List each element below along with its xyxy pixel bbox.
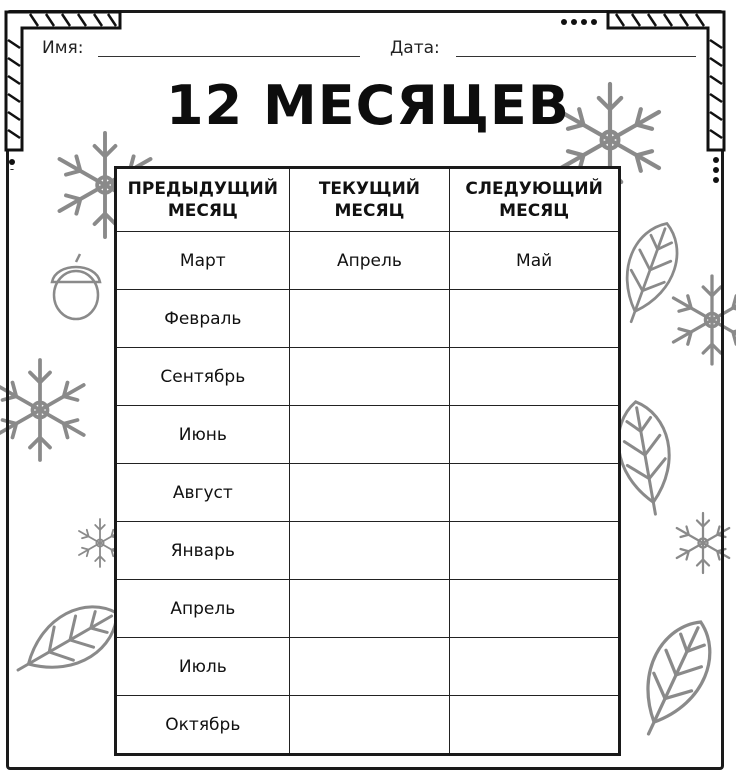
previous-month-cell: Февраль bbox=[116, 290, 290, 348]
current-month-answer-cell[interactable] bbox=[289, 522, 450, 580]
previous-month-cell: Июнь bbox=[116, 406, 290, 464]
previous-month-cell: Сентябрь bbox=[116, 348, 290, 406]
current-month-answer-cell[interactable] bbox=[289, 580, 450, 638]
table-row bbox=[116, 696, 620, 755]
current-month-answer-cell[interactable] bbox=[289, 348, 450, 406]
next-month-cell: Май bbox=[450, 232, 620, 290]
current-month-answer-cell[interactable] bbox=[289, 406, 450, 464]
next-month-answer-cell[interactable] bbox=[450, 580, 620, 638]
next-month-answer-cell[interactable] bbox=[450, 348, 620, 406]
previous-month-cell: Июль bbox=[116, 638, 290, 696]
next-month-answer-cell[interactable] bbox=[450, 290, 620, 348]
table-row bbox=[116, 406, 620, 464]
months-table bbox=[114, 166, 621, 756]
previous-month-cell: Март bbox=[116, 232, 290, 290]
column-header-line: МЕСЯЦ bbox=[335, 201, 405, 221]
name-input-line[interactable] bbox=[98, 56, 360, 57]
next-month-answer-cell[interactable] bbox=[450, 638, 620, 696]
next-month-answer-cell[interactable] bbox=[450, 464, 620, 522]
next-month-answer-cell[interactable] bbox=[450, 696, 620, 755]
current-month-cell: Апрель bbox=[289, 232, 450, 290]
column-header bbox=[450, 168, 620, 232]
date-input-line[interactable] bbox=[456, 56, 696, 57]
table-row bbox=[116, 580, 620, 638]
column-header-line: ПРЕДЫДУЩИЙ bbox=[128, 179, 278, 199]
previous-month-cell: Август bbox=[116, 464, 290, 522]
previous-month-cell: Апрель bbox=[116, 580, 290, 638]
table-row bbox=[116, 638, 620, 696]
table-row bbox=[116, 464, 620, 522]
current-month-answer-cell[interactable] bbox=[289, 464, 450, 522]
date-label: Дата: bbox=[390, 38, 440, 58]
table-row bbox=[116, 232, 620, 290]
next-month-answer-cell[interactable] bbox=[450, 522, 620, 580]
column-header bbox=[289, 168, 450, 232]
current-month-answer-cell[interactable] bbox=[289, 696, 450, 755]
column-header-line: МЕСЯЦ bbox=[499, 201, 569, 221]
previous-month-cell: Январь bbox=[116, 522, 290, 580]
current-month-answer-cell[interactable] bbox=[289, 290, 450, 348]
previous-month-cell: Октябрь bbox=[116, 696, 290, 755]
column-header-line: СЛЕДУЮЩИЙ bbox=[465, 179, 602, 199]
page-title: 12 МЕСЯЦЕВ bbox=[0, 74, 736, 137]
table-row bbox=[116, 522, 620, 580]
column-header-line: МЕСЯЦ bbox=[168, 201, 238, 221]
column-header-line: ТЕКУЩИЙ bbox=[319, 179, 420, 199]
column-header bbox=[116, 168, 290, 232]
table-header-row bbox=[116, 168, 620, 232]
table-row bbox=[116, 290, 620, 348]
name-label: Имя: bbox=[42, 38, 84, 58]
table-row bbox=[116, 348, 620, 406]
next-month-answer-cell[interactable] bbox=[450, 406, 620, 464]
current-month-answer-cell[interactable] bbox=[289, 638, 450, 696]
